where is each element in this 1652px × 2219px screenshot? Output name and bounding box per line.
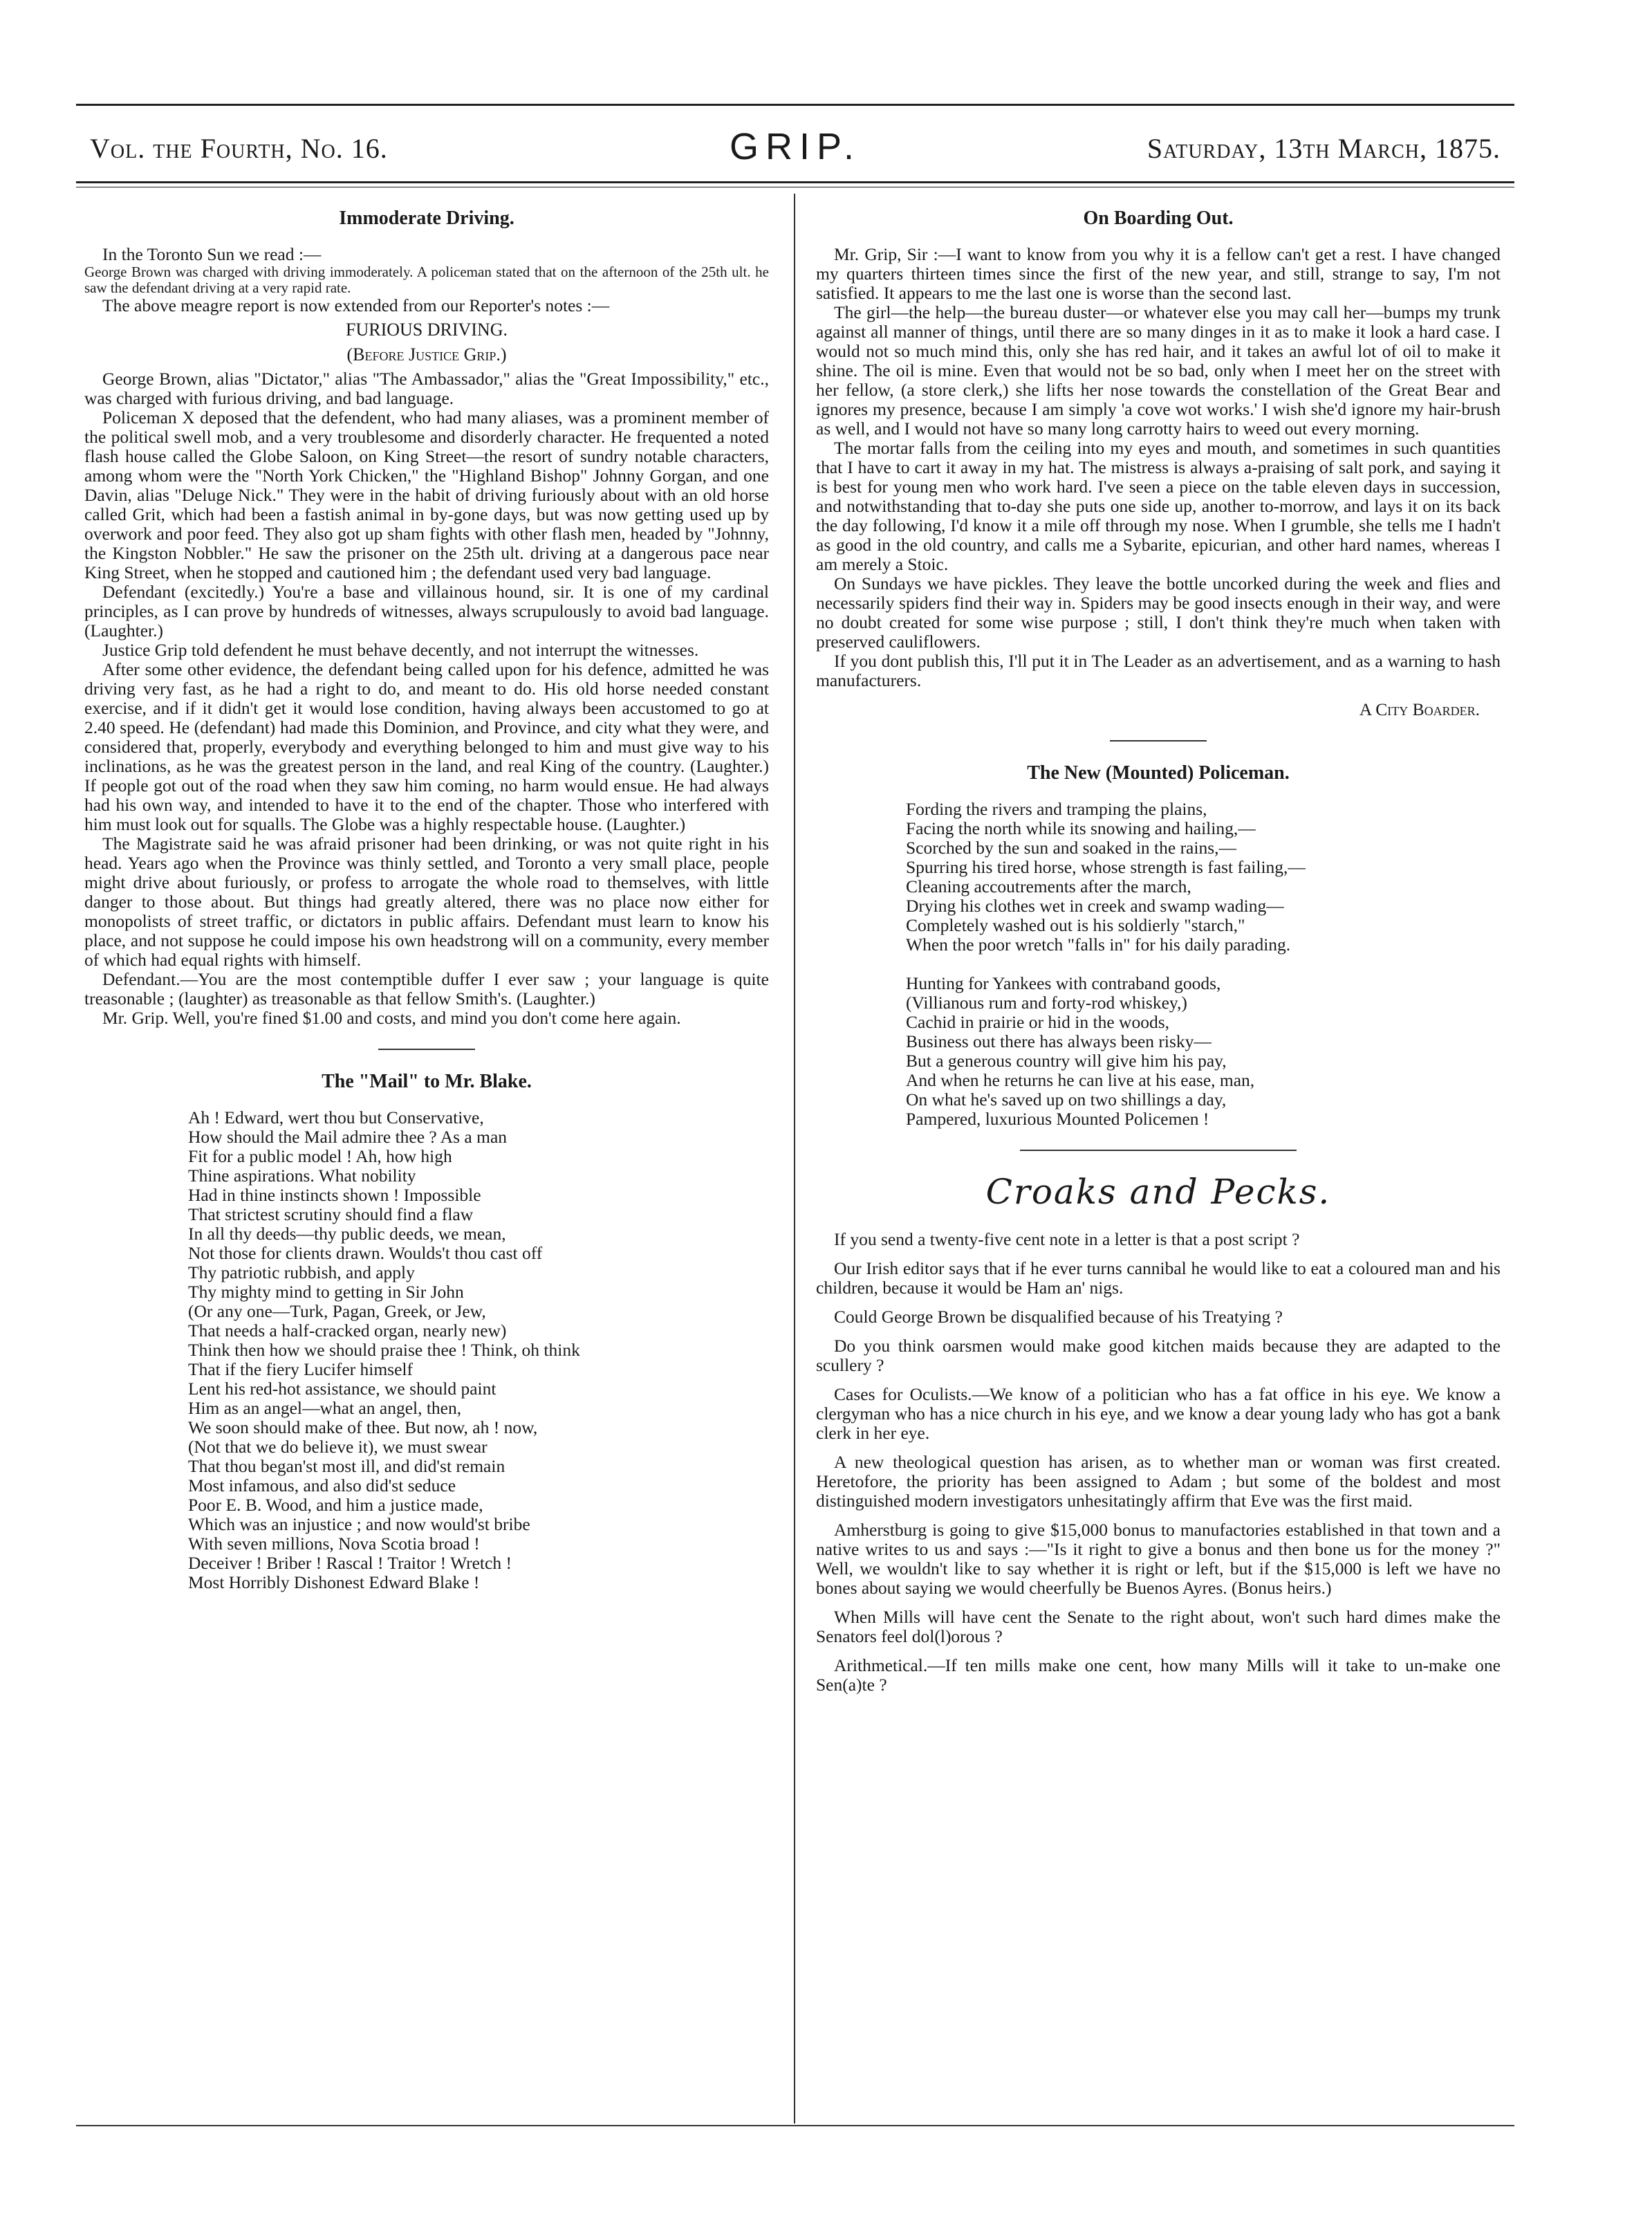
paper-title: GRIP.: [729, 126, 862, 167]
section-rule: [378, 1049, 475, 1050]
right-column: [816, 208, 1501, 1704]
croak-item: Cases for Oculists.—We know of a politician who has a fat office in his eye. We know a clergyman who has a nice church in his eye, and we know a dear young lady who has got a bank clerk in her eye.: [816, 1384, 1501, 1443]
poem-line: Completely washed out is his soldierly "starch,": [906, 915, 1245, 935]
poem-line: Thy mighty mind to getting in Sir John: [188, 1282, 464, 1302]
paragraph: The mortar falls from the ceiling into my eyes and mouth, and sometimes in such quantities that I have to cart it away in my hat. The mistress is always a-praising of salt pork, and saying it is best for young men who work hard. I've seen a piece on the table eleven days in succession, and notwithstanding that to-day she puts one side up, another to-morrow, and lays it on its back the day following, I'd know it a mile off through my nose. When I grumble, she tells me I hadn't as good in the old country, and calls me a Sybarite, epicurian, and other hard names, whereas I am merely a Stoic.: [816, 438, 1501, 574]
paragraph: Policeman X deposed that the defendent, who had many aliases, was a prominent member of the political swell mob, and a very troublesome and disorderly character. He frequented a noted flash house called the Globe Saloon, on King Street—the resort of sundry notable characters, among whom were the "North York Chicken," the "Highland Bishop" Johnny Gorgan, and one Davin, alias "Deluge Nick." They were in the habit of driving furiously about with an old horse called Grit, which had been a fastish animal in by-gone days, but was now getting used up by overwork and poor feed. They also got up sham fights with other flash men, headed by "Johnny, the Kingston Nobbler." He saw the prisoner on the 25th ult. driving at a dangerous pace near King Street, when he stopped and cautioned him ; the defendant used very bad language.: [84, 407, 769, 582]
paragraph: If you dont publish this, I'll put it in The Leader as an advertisement, and as a warning to hash manufacturers.: [816, 651, 1501, 690]
poem-line: That strictest scrutiny should find a flaw: [188, 1204, 474, 1224]
croak-item: A new theological question has arisen, as to whether man or woman was first created. Heretofore, the priority has been assigned to Adam ; but some of the boldest and most distinguished modern investigators unhesitatingly affirm that Eve was the first maid.: [816, 1452, 1501, 1511]
paragraph: The Magistrate said he was afraid prisoner had been drinking, or was not quite right in his head. Years ago when the Province was thinly settled, and Toronto a very small place, people might drive about furiously, or profess to arrogate the whole road to themselves, with little danger to those about. But things had greatly altered, there was no place now either for monopolists of street traffic, or dictators in public affairs. Defendant must learn to know his place, and not suppose he could impose his own headstrong will on a community, every member of which had equal rights with himself.: [84, 834, 769, 970]
poem-line: Poor E. B. Wood, and him a justice made,: [188, 1495, 483, 1515]
poem-line: Not those for clients drawn. Woulds't thou cast off: [188, 1243, 543, 1263]
paragraph: Mr. Grip. Well, you're fined $1.00 and costs, and mind you don't come here again.: [102, 1008, 681, 1028]
paragraph: Defendant.—You are the most contemptible duffer I ever saw ; your language is quite treasonable ; (laughter) as treasonable as that fellow Smith's. (Laughter.): [84, 969, 769, 1009]
article-heading-mail-to-blake: The "Mail" to Mr. Blake.: [322, 1071, 532, 1092]
sun-quote: George Brown was charged with driving immoderately. A policeman stated that on the afternoon of the 25th ult. he saw the defendant driving at a very rapid rate.: [84, 264, 769, 296]
poem-line: Fit for a public model ! Ah, how high: [188, 1146, 452, 1166]
article-heading-immoderate-driving: Immoderate Driving.: [339, 208, 514, 229]
poem-line: With seven millions, Nova Scotia broad !: [188, 1534, 480, 1554]
croak-item: Arithmetical.—If ten mills make one cent, how many Mills will it take to un-make one Sen(a)te ?: [816, 1655, 1501, 1695]
poem-line: And when he returns he can live at his ease, man,: [906, 1070, 1255, 1090]
poem-line: Think then how we should praise thee ! Think, oh think: [188, 1340, 580, 1360]
poem-line: On what he's saved up on two shillings a day,: [906, 1089, 1227, 1110]
article-heading-boarding-out: On Boarding Out.: [1083, 208, 1234, 229]
poem-line: Business out there has always been risky—: [906, 1031, 1212, 1051]
poem-line: Cachid in prairie or hid in the woods,: [906, 1012, 1170, 1032]
letter-signature: A City Boarder.: [1359, 699, 1480, 719]
croak-item: Could George Brown be disqualified because of his Treatying ?: [834, 1307, 1283, 1327]
poem-line: Which was an injustice ; and now would'st bribe: [188, 1514, 530, 1534]
poem-line: That thou began'st most ill, and did'st remain: [188, 1456, 505, 1476]
section-rule: [1110, 740, 1207, 742]
poem-line: Hunting for Yankees with contraband goods,: [906, 973, 1221, 993]
croak-item: If you send a twenty-five cent note in a letter is that a post script ?: [834, 1229, 1300, 1249]
paragraph: The girl—the help—the bureau duster—or whatever else you may call her—bumps my trunk against all manner of things, until there are so many dinges in it as to make it look a hard case. I would not so much mind this, only she has red hair, and it takes an awful lot of oil to make it shine. The oil is mine. Even that would not be so bad, only when I meet her on the street with her fellow, (a store clerk,) she lifts her nose towards the constellation of the Great Bear and ignores my presence, because I am simply 'a cove wot works.' I wish she'd ignore my hair-brush as well, and I would not have so many long carrotty hairs to weed out every morning.: [816, 302, 1501, 439]
left-column: [84, 208, 769, 1592]
poem-line: Him as an angel—what an angel, then,: [188, 1398, 462, 1418]
poem-line: That if the fiery Lucifer himself: [188, 1359, 413, 1379]
poem-mail-to-blake: [188, 1108, 769, 1592]
poem-line: But a generous country will give him his pay,: [906, 1051, 1227, 1071]
poem-line: We soon should make of thee. But now, ah ! now,: [188, 1417, 538, 1437]
poem-line: How should the Mail admire thee ? As a man: [188, 1127, 508, 1147]
poem-line: Thy patriotic rubbish, and apply: [188, 1262, 415, 1282]
poem-line: Most infamous, and also did'st seduce: [188, 1475, 456, 1495]
newspaper-page: [76, 104, 1514, 2124]
poem-line: Fording the rivers and tramping the plains,: [906, 799, 1207, 819]
poem-line: Cleaning accoutrements after the march,: [906, 876, 1191, 896]
croak-item: Amherstburg is going to give $15,000 bonus to manufactories established in that town and a native writes to us and says :—"Is it right to give a bonus and then bone us for the money ?" Well, we wouldn't like to say whether it is right or left, but if the $15,000 is left we have no bones about saying we would cheerfully be Buenos Ayres. (Bonus heirs.): [816, 1520, 1501, 1598]
section-rule: [1020, 1150, 1297, 1151]
poem-mounted-policeman: [906, 800, 1501, 1129]
poem-line: Deceiver ! Briber ! Rascal ! Traitor ! Wretch !: [188, 1553, 512, 1573]
croak-item: When Mills will have cent the Senate to the right about, won't such hard dimes make the Senators feel dol(l)orous ?: [816, 1607, 1501, 1646]
poem-line: Had in thine instincts shown ! Impossible: [188, 1185, 481, 1205]
paragraph: Defendant (excitedly.) You're a base and villainous hound, sir. It is one of my cardinal principles, as I can prove by hundreds of witnesses, always scrupulously to avoid bad language. (Laughter.): [84, 582, 769, 641]
paragraph: On Sundays we have pickles. They leave the bottle uncorked during the week and flies and necessarily spiders find their way in. Spiders may be good insects enough in their way, and were no doubt created for some wise purpose ; still, I don't think they're much when taken with preserved cauliflowers.: [816, 573, 1501, 652]
poem-line: When the poor wretch "falls in" for his daily parading.: [906, 934, 1291, 955]
paragraph: Mr. Grip, Sir :—I want to know from you why it is a fellow can't get a rest. I have changed my quarters thirteen times since the first of the new year, and still, strange to say, I'm not satisfied. It appears to me the last one is worse than the second last.: [816, 244, 1501, 303]
masthead-rule-thick: [76, 181, 1514, 183]
article-heading-mounted-policeman: The New (Mounted) Policeman.: [1027, 762, 1290, 784]
poem-line: (Not that we do believe it), we must swear: [188, 1437, 488, 1457]
poem-line: (Villianous rum and forty-rod whiskey,): [906, 993, 1187, 1013]
poem-line: (Or any one—Turk, Pagan, Greek, or Jew,: [188, 1301, 486, 1321]
poem-line: Ah ! Edward, wert thou but Conservative,: [188, 1107, 484, 1127]
bottom-rule: [76, 2125, 1514, 2126]
poem-line: Most Horribly Dishonest Edward Blake !: [188, 1572, 480, 1592]
masthead: [76, 104, 1514, 168]
poem-line: Spurring his tired horse, whose strength is fast failing,—: [906, 857, 1306, 877]
subheading-furious-driving: FURIOUS DRIVING.: [345, 320, 508, 340]
poem-line: Drying his clothes wet in creek and swamp wading—: [906, 896, 1284, 916]
article-intro: In the Toronto Sun we read :—: [102, 244, 322, 264]
paragraph: George Brown, alias "Dictator," alias "The Ambassador," alias the "Great Impossibility," etc., was charged with furious driving, and bad language.: [84, 369, 769, 408]
poem-line: In all thy deeds—thy public deeds, we mean,: [188, 1224, 506, 1244]
paragraph: Justice Grip told defendent he must behave decently, and not interrupt the witnesses.: [102, 640, 699, 660]
croak-item: Do you think oarsmen would make good kitchen maids because they are adapted to the scullery ?: [816, 1336, 1501, 1375]
before-justice: (Before Justice Grip.): [346, 344, 507, 365]
issue-date: Saturday, 13th March, 1875.: [1147, 133, 1501, 164]
croak-item: Our Irish editor says that if he ever turns cannibal he would like to eat a coloured man and his children, because it would be Ham an' nigs.: [816, 1258, 1501, 1298]
report-extended: The above meagre report is now extended from our Reporter's notes :—: [102, 295, 610, 315]
poem-line: Pampered, luxurious Mounted Policemen !: [906, 1109, 1209, 1129]
volume-number: Vol. the Fourth, No. 16.: [90, 133, 388, 164]
poem-line: That needs a half-cracked organ, nearly new): [188, 1320, 507, 1341]
poem-line: Lent his red-hot assistance, we should paint: [188, 1379, 496, 1399]
paragraph: After some other evidence, the defendant being called upon for his defence, admitted he was driving very fast, as he had a right to do, and meant to do. His old horse needed constant exercise, and if it didn't get it would lose condition, having always been accustomed to go at 2.40 speed. He (defendant) had made this Dominion, and Province, and city what they were, and considered that, properly, everybody and everything belonged to him and must give way to his inclinations, as he was the greatest person in the land, and real King of the country. (Laughter.) If people got out of the road when they saw him coming, no harm would ensue. He had always had his own way, and intended to have it to the end of the chapter. Those who interfered with him must look out for squalls. The Globe was a highly respectable house. (Laughter.): [84, 659, 769, 834]
poem-line: Facing the north while its snowing and hailing,—: [906, 818, 1256, 838]
poem-line: Scorched by the sun and soaked in the rains,—: [906, 838, 1237, 858]
column-divider: [794, 194, 795, 2124]
croaks-and-pecks-heading: Croaks and Pecks.: [985, 1172, 1331, 1212]
poem-line: Thine aspirations. What nobility: [188, 1166, 416, 1186]
